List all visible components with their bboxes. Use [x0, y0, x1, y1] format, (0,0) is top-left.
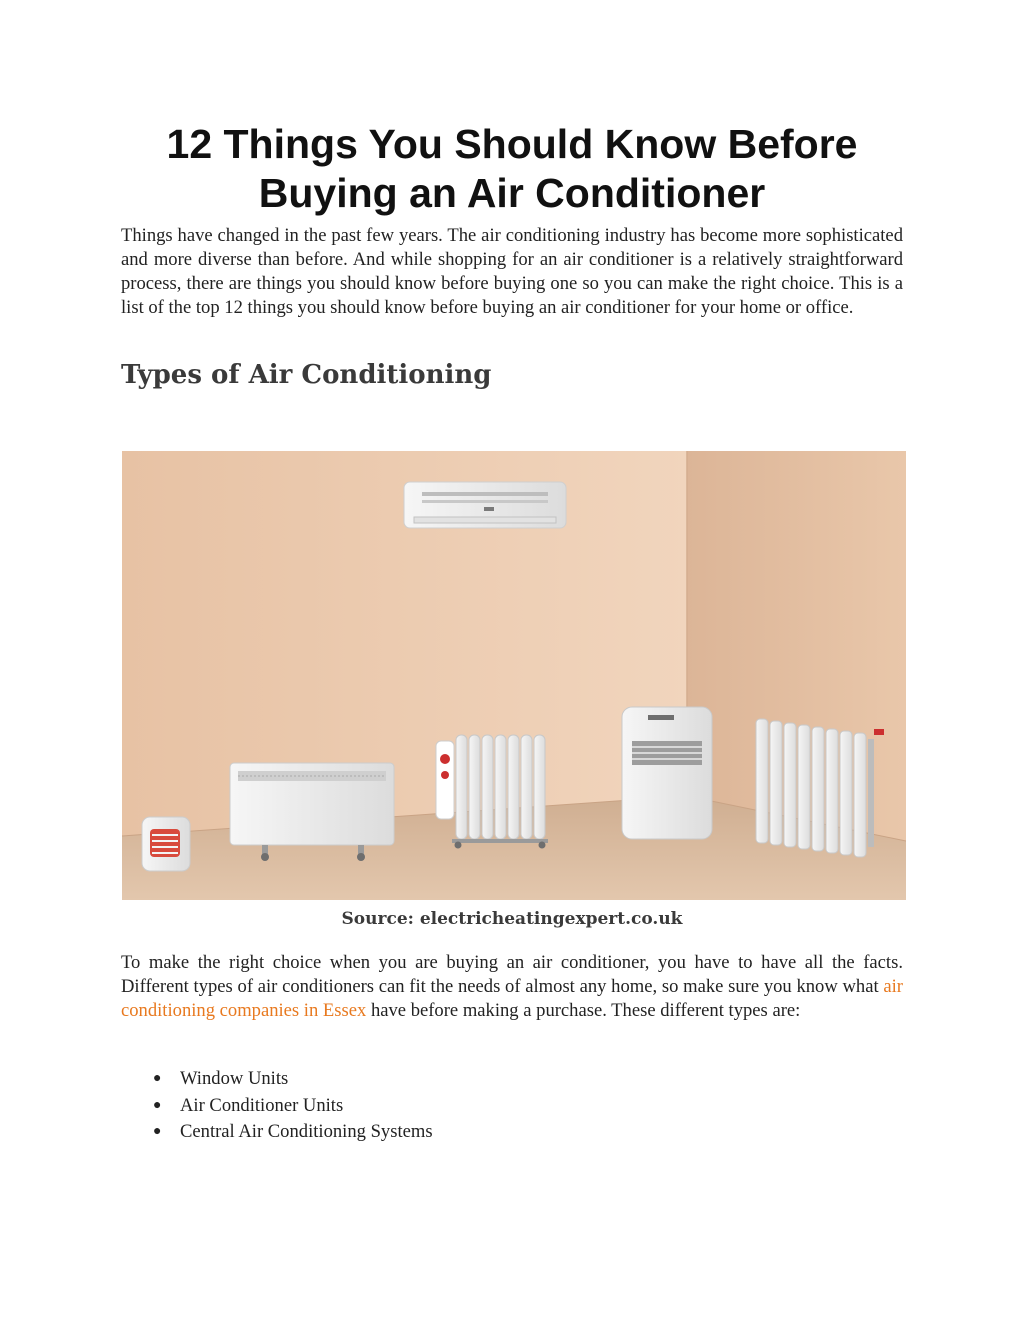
essex-ac-companies-link[interactable]: air conditioning companies in Essex	[121, 976, 903, 1021]
body-text-before-link: To make the right choice when you are buying an air conditioner, you have to have all the facts. Different types of air conditioners can fit the needs of almost any home, so make sure you know what	[121, 952, 903, 997]
fan-heater	[142, 817, 190, 871]
body-text-after-link: have before making a purchase. These different types are:	[366, 1000, 801, 1021]
room-heaters-image	[122, 451, 906, 900]
wall-air-conditioner	[404, 482, 566, 528]
article	[121, 120, 903, 392]
portable-air-conditioner	[622, 707, 712, 839]
bullet-icon: ●	[153, 1071, 162, 1086]
article-title: 12 Things You Should Know Before Buying an Air Conditioner	[166, 121, 858, 216]
image-caption: Source: electricheatingexpert.co.uk	[341, 909, 683, 929]
list-item	[121, 1119, 903, 1146]
column-radiator	[756, 719, 884, 857]
bullet-icon: ●	[153, 1124, 162, 1139]
body-paragraph	[121, 951, 903, 1023]
list-item-label: Air Conditioner Units	[180, 1094, 344, 1116]
list-item	[121, 1093, 903, 1120]
list-item-label: Central Air Conditioning Systems	[180, 1121, 433, 1142]
ac-types-list	[121, 1066, 903, 1146]
section-heading: Types of Air Conditioning	[121, 360, 492, 390]
bullet-icon: ●	[153, 1097, 162, 1113]
list-item	[121, 1066, 903, 1093]
intro-paragraph: Things have changed in the past few years. The air conditioning industry has become more sophisticated and more diverse than before. And while shopping for an air conditioner is a relatively straightforward process, there are things you should know before buying one so you can make the right choice. This is a list of the top 12 things you should know before buying an air conditioner for your home or office.	[121, 225, 903, 318]
list-item-label: Window Units	[180, 1068, 289, 1089]
